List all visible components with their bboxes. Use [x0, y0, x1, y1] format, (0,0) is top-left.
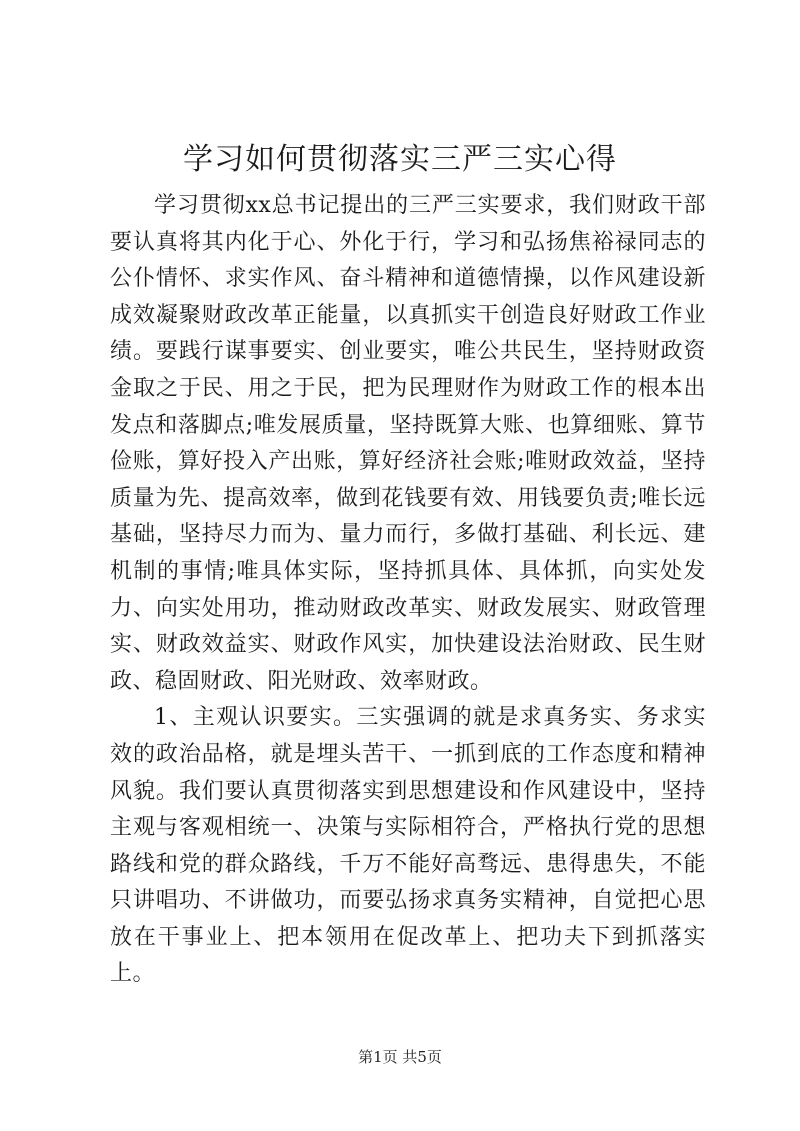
paragraph-point-1: 1、主观认识要实。三实强调的就是求真务实、务求实效的政治品格，就是埋头苦干、一抓到底的工作态度和精神风貌。我们要认真贯彻落实到思想建设和作风建设中，坚持主观与客观相统一、决策与实际相符合，严格执行党的思想路线和党的群众路线，千万不能好高骛远、患得患失，不能只讲唱功、不讲做功，而要弘扬求真务实精神，自觉把心思放在干事业上、把本领用在促改革上、把功夫下到抓落实上。 — [110, 705, 706, 987]
page-number-footer: 第1页 共5页 — [358, 1048, 442, 1066]
document-body — [110, 188, 706, 993]
paragraph-intro: 学习贯彻xx总书记提出的三严三实要求，我们财政干部要认真将其内化于心、外化于行，学习和弘扬焦裕禄同志的公仆情怀、求实作风、奋斗精神和道德情操，以作风建设新成效凝聚财政改革正能量，以真抓实干创造良好财政工作业绩。要践行谋事要实、创业要实，唯公共民生，坚持财政资金取之于民、用之于民，把为民理财作为财政工作的根本出发点和落脚点;唯发展质量，坚持既算大账、也算细账、算节俭账，算好投入产出账，算好经济社会账;唯财政效益，坚持质量为先、提高效率，做到花钱要有效、用钱要负责;唯长远基础，坚持尽力而为、量力而行，多做打基础、利长远、建机制的事情;唯具体实际，坚持抓具体、具体抓，向实处发力、向实处用功，推动财政改革实、财政发展实、财政管理实、财政效益实、财政作风实，加快建设法治财政、民生财政、稳固财政、阳光财政、效率财政。 — [110, 193, 706, 694]
document-title: 学习如何贯彻落实三严三实心得 — [183, 142, 617, 177]
